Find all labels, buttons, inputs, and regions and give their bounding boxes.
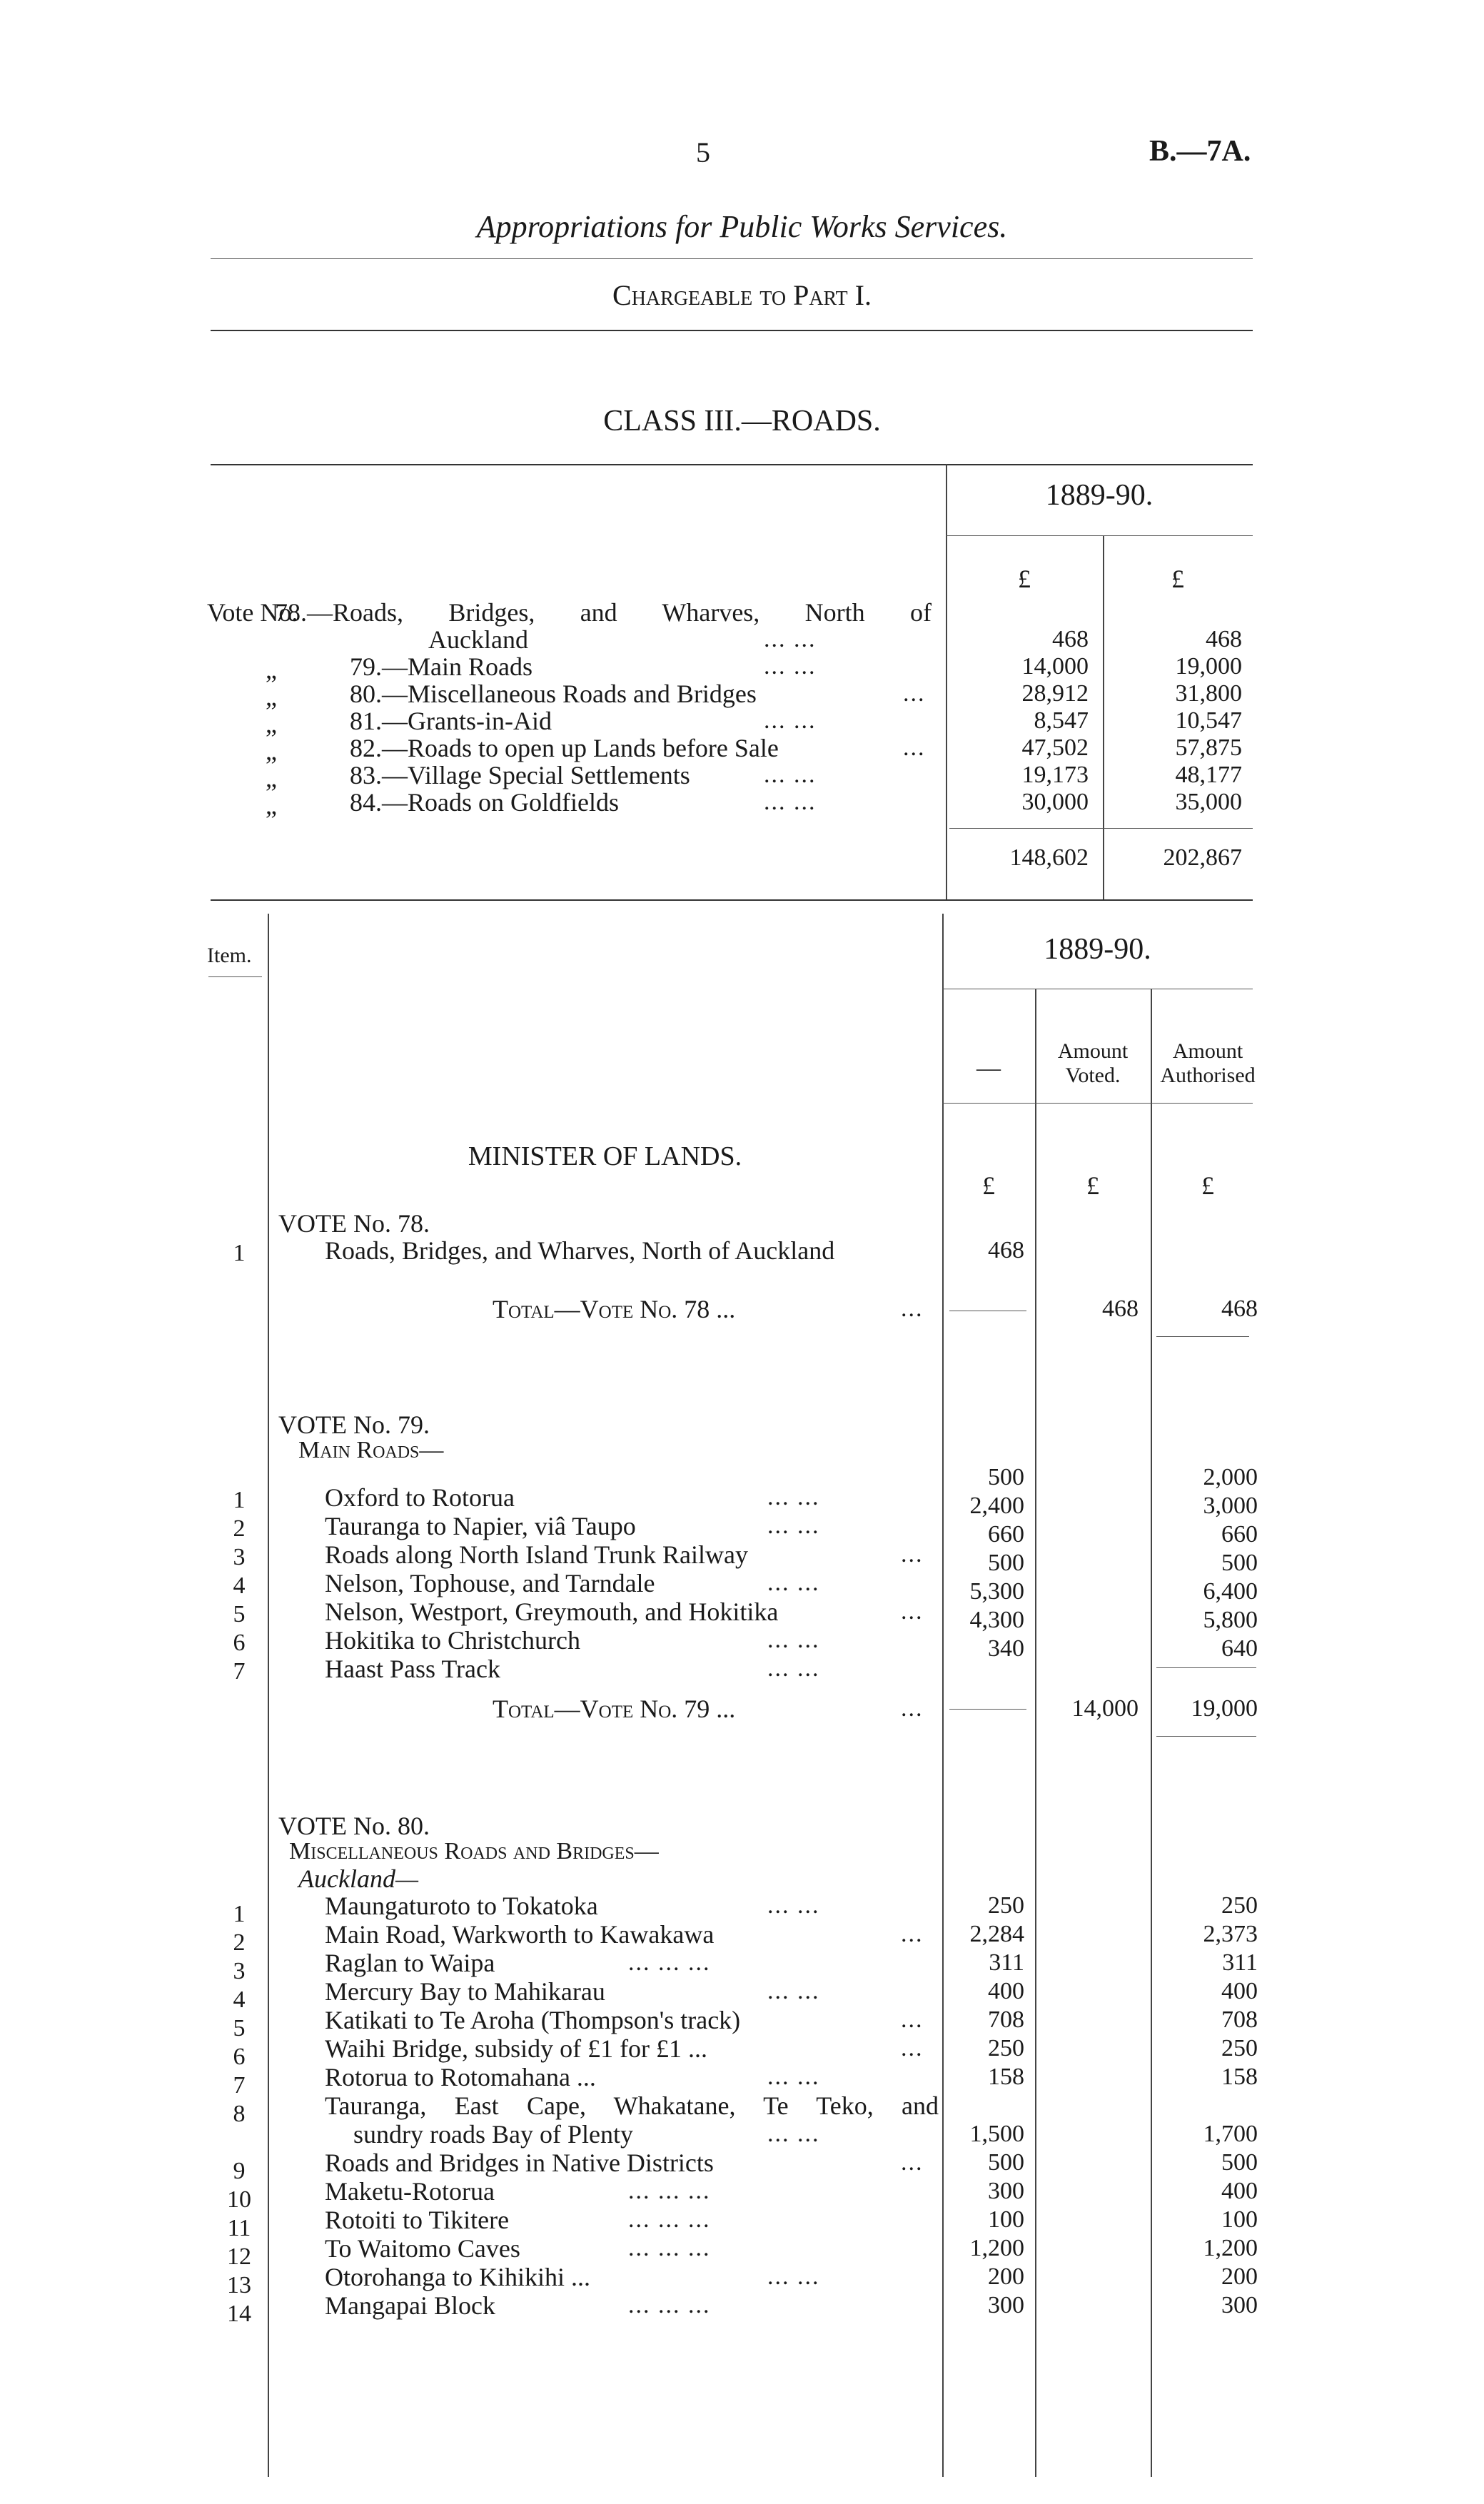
leader-dots: ... ... xyxy=(767,1570,820,1596)
item-label: Waihi Bridge, subsidy of £1 for £1 ... xyxy=(325,2034,708,2063)
amount-authorised-header-line2: Authorised xyxy=(1160,1064,1256,1087)
item-amount: 500 xyxy=(988,1464,1024,1490)
leader-dots: ... xyxy=(901,1921,924,1947)
vote-total-authorised: 19,000 xyxy=(1191,1695,1258,1722)
total-underline xyxy=(1156,1336,1249,1337)
item-number: 7 xyxy=(233,1658,246,1685)
summary-bottom-rule xyxy=(211,899,1253,901)
item-authorised: 500 xyxy=(1221,1550,1258,1576)
title-rule xyxy=(211,258,1253,259)
pound-sign: £ xyxy=(1201,1171,1214,1200)
ditto-mark: „ xyxy=(266,764,277,792)
vote-label-continued: Auckland xyxy=(428,625,528,654)
item-amount: 468 xyxy=(988,1237,1024,1263)
item-label: Roads along North Island Trunk Railway xyxy=(325,1540,748,1569)
vote-label: 78.—Roads, Bridges, and Wharves, North of xyxy=(275,598,932,627)
item-authorised: 300 xyxy=(1221,2292,1258,2318)
page-number: 5 xyxy=(696,136,710,168)
leader-dots: ... ... ... xyxy=(628,2292,711,2318)
item-authorised: 660 xyxy=(1221,1521,1258,1548)
vote-amount-2: 19,000 xyxy=(1175,653,1242,680)
item-amount: 708 xyxy=(988,2006,1024,2033)
vote-amount-2: 468 xyxy=(1206,626,1242,652)
vote-amount-1: 47,502 xyxy=(1021,734,1089,761)
leader-dots: ... ... xyxy=(767,1978,820,2004)
item-number: 14 xyxy=(227,2301,251,2327)
item-label: Raglan to Waipa xyxy=(325,1949,495,1977)
leader-dots: ... xyxy=(901,1296,924,1322)
vote-total-authorised: 468 xyxy=(1221,1296,1258,1322)
leader-dots: ... ... xyxy=(764,653,817,680)
leader-dots: ... xyxy=(901,1695,924,1722)
item-label: Maketu-Rotorua xyxy=(325,2177,495,2206)
page-title: Appropriations for Public Works Services. xyxy=(476,209,1008,244)
item-authorised: 1,700 xyxy=(1203,2121,1258,2147)
leader-dots: ... ... xyxy=(764,789,817,815)
vote-label: 81.—Grants-in-Aid xyxy=(350,707,552,735)
leader-dots: ... ... ... xyxy=(628,1949,711,1976)
summary-pound-1: £ xyxy=(1018,565,1031,593)
leader-dots: ... ... xyxy=(767,2263,820,2290)
item-authorised: 708 xyxy=(1221,2006,1258,2033)
item-label: Mangapai Block xyxy=(325,2291,495,2320)
item-number: 6 xyxy=(233,1630,246,1656)
vote-heading: VOTE No. 79. xyxy=(278,1410,430,1439)
item-label: Main Road, Warkworth to Kawakawa xyxy=(325,1920,715,1949)
item-amount: 4,300 xyxy=(969,1607,1024,1633)
vote-amount-2: 57,875 xyxy=(1175,734,1242,761)
leader-dots: ... ... ... xyxy=(628,2206,711,2233)
amount-voted-header-line1: Amount xyxy=(1057,1039,1129,1063)
item-authorised: 500 xyxy=(1221,2149,1258,2176)
authorised-subtotal-rule xyxy=(1156,1667,1256,1668)
item-label: Otorohanga to Kihikihi ... xyxy=(325,2263,590,2291)
leader-dots: ... ... ... xyxy=(628,2235,711,2261)
item-number: 1 xyxy=(233,1240,246,1266)
item-label: Roads, Bridges, and Wharves, North of Auckland xyxy=(325,1236,835,1265)
ditto-mark: „ xyxy=(266,682,277,711)
subtitle-rule xyxy=(211,330,1253,331)
total-underline xyxy=(1156,1736,1256,1737)
item-header-rule xyxy=(208,976,262,977)
item-number: 10 xyxy=(227,2186,251,2213)
item-number: 2 xyxy=(233,1929,246,1956)
amount-authorised-header-line1: Amount xyxy=(1172,1039,1243,1063)
ditto-mark: „ xyxy=(266,710,277,738)
summary-pound-2: £ xyxy=(1171,565,1184,593)
item-number: 3 xyxy=(233,1958,246,1984)
vote-amount-1: 28,912 xyxy=(1021,680,1089,707)
vote-total-voted: 14,000 xyxy=(1071,1695,1139,1722)
item-label: Nelson, Tophouse, and Tarndale xyxy=(325,1569,655,1597)
ditto-mark: „ xyxy=(266,737,277,765)
leader-dots: ... xyxy=(901,2006,924,2033)
vote-amount-2: 31,800 xyxy=(1175,680,1242,707)
item-label: Nelson, Westport, Greymouth, and Hokitika xyxy=(325,1597,779,1626)
item-label: Mercury Bay to Mahikarau xyxy=(325,1977,605,2006)
item-label-continued: sundry roads Bay of Plenty xyxy=(353,2120,633,2149)
column-header-rule xyxy=(942,1103,1253,1104)
leader-dots: ... ... xyxy=(767,2121,820,2147)
item-label: To Waitomo Caves xyxy=(325,2234,520,2263)
leader-dots: ... ... xyxy=(767,2064,820,2090)
vote-amount-1: 468 xyxy=(1052,626,1089,652)
vote-heading: VOTE No. 78. xyxy=(278,1209,430,1238)
leader-dots: ... xyxy=(903,680,926,707)
item-label: Haast Pass Track xyxy=(325,1655,501,1683)
item-amount: 500 xyxy=(988,1550,1024,1576)
amount-column-rule xyxy=(942,914,944,2477)
item-amount: 250 xyxy=(988,2035,1024,2061)
item-number: 2 xyxy=(233,1515,246,1542)
minister-heading: MINISTER OF LANDS. xyxy=(468,1141,742,1171)
vote-prefix: Vote No. xyxy=(207,598,298,627)
class-title: CLASS III.—ROADS. xyxy=(603,405,881,438)
item-amount: 250 xyxy=(988,1892,1024,1919)
item-amount: 200 xyxy=(988,2263,1024,2290)
summary-year-rule xyxy=(946,535,1253,536)
item-authorised: 5,800 xyxy=(1203,1607,1258,1633)
vote-amount-1: 30,000 xyxy=(1021,789,1089,815)
item-amount: 2,284 xyxy=(969,1921,1024,1947)
vote-label: 79.—Main Roads xyxy=(350,652,532,681)
item-number: 7 xyxy=(233,2072,246,2099)
leader-dots: ... ... xyxy=(764,707,817,734)
item-number: 6 xyxy=(233,2044,246,2070)
item-authorised: 400 xyxy=(1221,2178,1258,2204)
leader-dots: ... xyxy=(901,1541,924,1567)
item-amount: 300 xyxy=(988,2178,1024,2204)
leader-dots: ... ... xyxy=(767,1484,820,1510)
vote-subheading: Miscellaneous Roads and Bridges— xyxy=(289,1838,659,1864)
leader-dots: ... ... xyxy=(767,1627,820,1653)
leader-dots: ... ... xyxy=(767,1892,820,1919)
item-label: Rotoiti to Tikitere xyxy=(325,2206,510,2234)
item-amount: 500 xyxy=(988,2149,1024,2176)
vote-total-label: Total—Vote No. 78 ... xyxy=(493,1295,736,1323)
summary-total-2: 202,867 xyxy=(1163,844,1242,871)
item-amount: 400 xyxy=(988,1978,1024,2004)
summary-divider-left xyxy=(946,464,947,899)
item-amount: 311 xyxy=(989,1949,1024,1976)
item-label: Tauranga to Napier, viâ Taupo xyxy=(325,1512,636,1540)
item-number: 13 xyxy=(227,2272,251,2298)
item-authorised: 400 xyxy=(1221,1978,1258,2004)
item-authorised: 100 xyxy=(1221,2206,1258,2233)
item-authorised: 311 xyxy=(1222,1949,1258,1976)
item-authorised: 250 xyxy=(1221,1892,1258,1919)
item-number: 11 xyxy=(227,2215,251,2241)
item-number: 8 xyxy=(233,2101,246,2127)
amount-voted-header xyxy=(1035,1039,1151,1088)
leader-dots: ... ... ... xyxy=(628,2178,711,2204)
item-amount: 340 xyxy=(988,1635,1024,1662)
authorised-column-rule xyxy=(1151,989,1152,2477)
item-authorised: 640 xyxy=(1221,1635,1258,1662)
item-authorised: 2,000 xyxy=(1203,1464,1258,1490)
ditto-mark: „ xyxy=(266,791,277,819)
detail-year-header: 1889-90. xyxy=(1044,933,1151,966)
item-number: 1 xyxy=(233,1487,246,1513)
amount-voted-header-line2: Voted. xyxy=(1065,1064,1121,1087)
item-number: 4 xyxy=(233,1572,246,1599)
item-amount: 100 xyxy=(988,2206,1024,2233)
leader-dots: ... xyxy=(903,734,926,761)
item-number: 3 xyxy=(233,1544,246,1570)
item-number: 5 xyxy=(233,2015,246,2041)
vote-amount-2: 10,547 xyxy=(1175,707,1242,734)
item-authorised: 250 xyxy=(1221,2035,1258,2061)
region-heading: Auckland— xyxy=(298,1864,418,1893)
vote-amount-1: 8,547 xyxy=(1034,707,1089,734)
item-amount: 5,300 xyxy=(969,1578,1024,1605)
vote-amount-1: 19,173 xyxy=(1021,762,1089,788)
summary-total-rule xyxy=(949,828,1253,829)
document-reference: B.—7A. xyxy=(1149,135,1251,168)
vote-amount-2: 48,177 xyxy=(1175,762,1242,788)
item-number: 4 xyxy=(233,1986,246,2013)
pound-sign: £ xyxy=(982,1171,995,1200)
item-amount: 2,400 xyxy=(969,1493,1024,1519)
summary-year-header: 1889-90. xyxy=(1045,479,1154,512)
item-authorised: 200 xyxy=(1221,2263,1258,2290)
vote-amount-1: 14,000 xyxy=(1021,653,1089,680)
vote-label: 84.—Roads on Goldfields xyxy=(350,788,619,817)
page-subtitle: Chargeable to Part I. xyxy=(612,279,872,311)
item-label: Tauranga, East Cape, Whakatane, Te Teko, and xyxy=(325,2091,939,2120)
pound-sign: £ xyxy=(1086,1171,1099,1200)
item-authorised: 1,200 xyxy=(1203,2235,1258,2261)
vote-label: 82.—Roads to open up Lands before Sale xyxy=(350,734,779,762)
leader-dots: ... xyxy=(901,2035,924,2061)
vote-amount-2: 35,000 xyxy=(1175,789,1242,815)
ditto-mark: „ xyxy=(266,655,277,684)
total-rule xyxy=(949,1709,1026,1710)
vote-total-label: Total—Vote No. 79 ... xyxy=(493,1695,736,1723)
item-label: Maungaturoto to Tokatoka xyxy=(325,1892,598,1920)
vote-heading: VOTE No. 80. xyxy=(278,1812,430,1840)
leader-dots: ... ... xyxy=(767,1513,820,1539)
item-amount: 158 xyxy=(988,2064,1024,2090)
leader-dots: ... ... xyxy=(764,626,817,652)
leader-dots: ... ... xyxy=(764,762,817,788)
item-authorised: 158 xyxy=(1221,2064,1258,2090)
item-amount: 660 xyxy=(988,1521,1024,1548)
leader-dots: ... ... xyxy=(767,1655,820,1682)
vote-total-voted: 468 xyxy=(1102,1296,1139,1322)
unlabelled-column-header: — xyxy=(976,1055,1001,1081)
item-amount: 300 xyxy=(988,2292,1024,2318)
voted-column-rule xyxy=(1035,989,1036,2477)
item-label: Roads and Bridges in Native Districts xyxy=(325,2149,714,2177)
item-amount: 1,500 xyxy=(969,2121,1024,2147)
item-authorised: 6,400 xyxy=(1203,1578,1258,1605)
item-label: Hokitika to Christchurch xyxy=(325,1626,580,1655)
item-authorised: 2,373 xyxy=(1203,1921,1258,1947)
item-number: 5 xyxy=(233,1601,246,1627)
item-number: 12 xyxy=(227,2243,251,2270)
item-label: Katikati to Te Aroha (Thompson's track) xyxy=(325,2006,741,2034)
item-label: Rotorua to Rotomahana ... xyxy=(325,2063,596,2091)
amount-authorised-header xyxy=(1151,1039,1265,1088)
summary-total-1: 148,602 xyxy=(1009,844,1089,871)
item-authorised: 3,000 xyxy=(1203,1493,1258,1519)
class-rule xyxy=(211,464,1253,465)
item-number: 9 xyxy=(233,2158,246,2184)
item-column-header: Item. xyxy=(207,944,252,967)
vote-subheading: Main Roads— xyxy=(298,1437,444,1463)
item-label: Oxford to Rotorua xyxy=(325,1483,515,1512)
item-amount: 1,200 xyxy=(969,2235,1024,2261)
leader-dots: ... xyxy=(901,2149,924,2176)
vote-label: 83.—Village Special Settlements xyxy=(350,761,690,789)
vote-label: 80.—Miscellaneous Roads and Bridges xyxy=(350,680,757,708)
leader-dots: ... xyxy=(901,1598,924,1625)
item-number: 1 xyxy=(233,1901,246,1927)
